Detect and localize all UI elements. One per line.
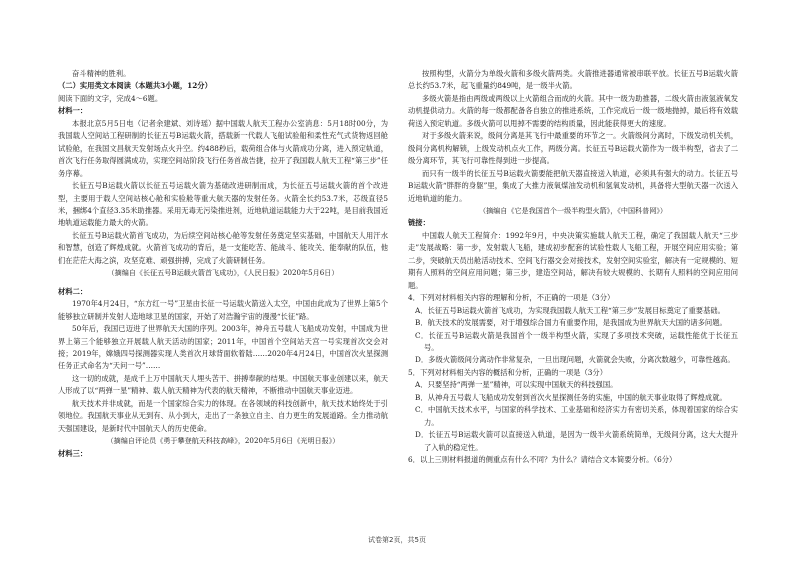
- material-1-source: （摘编自《长征五号B运载火箭首飞成功》，《人民日报》2020年5月6日）: [107, 268, 339, 278]
- question-4: 4．下列对材料相关内容的理解和分析，不正确的一项是（3分）: [408, 293, 615, 303]
- material-3-source: （摘编自《它是我国首个一级半构型火箭》，《中国科普网》）: [479, 205, 667, 215]
- material-3-paragraph: 对于多级火箭来说，级间分离是其飞行中最重要的环节之一。火箭级间分离时，下级发动机关机，级间分离机构解锁，上级发动机点火工作，两级分离。长征五号B运载火箭作为一级半构型，省去了二级分离环节，其飞行可靠性得到进一步提高。: [408, 131, 738, 166]
- material-2-source: （摘编自评论员《勇于攀登航天科技高峰》，2020年5月6日《光明日报》）: [106, 436, 340, 446]
- question-5-option-d: D．长征五号B运载火箭可以直接送入轨道，是因为一级半火箭系统简单，无级间分离，这大大提升了入轨的稳定性。: [415, 430, 738, 452]
- material-2-paragraph: 这一切的成就，是成千上万中国航天人埋头苦干、拼搏奉献的结果。中国航天事业创建以来，航天人形成了以“两弹一星”精神、载人航天精神为代表的航天精神，不断推动中国航天事业迈进。: [58, 373, 388, 396]
- page-footer: 试卷第2页，共5页: [368, 536, 426, 544]
- material-1-label: 材料一：: [58, 106, 88, 116]
- section-intro: 阅读下面的文字，完成4～6题。: [58, 93, 163, 103]
- material-3-paragraph: 多级火箭是指由两级或两级以上火箭组合而成的火箭。其中一级为助推器，二级火箭由液氢液氧发动机提供动力。火箭的每一级都配备各自独立的推进系统，工作完成后一级一级地抛掉，最后将有效载荷送入预定轨道。多级火箭可以甩掉不需要的结构质量，因此能获得更大的速度。: [408, 93, 738, 128]
- prev-text-tail: 奋斗精神的胜利。: [72, 69, 131, 78]
- question-4-option-b: B．航天技术的发展需要，对于增强综合国力有重要作用，是我国成为世界航天大国的诸多问题。: [415, 318, 727, 328]
- material-2-paragraph: 航天技术并非成就，而是一个国家综合实力的体现。在各领域的科技创新中，航天技术始终处于引领地位。我国航天事业从无到有、从小到大，走出了一条独立自主、自力更生的发展道路。全力推动航天强国建设，是新时代中国航天人的历史使命。: [58, 398, 388, 433]
- section-title: （二）实用类文本阅读（本题共3小题，12分）: [58, 81, 212, 91]
- link-paragraph: 中国载人航天工程简介：1992年9月，中央决策实施载人航天工程，确定了我国载人航天“三步走”发展战略：第一步，发射载人飞船，建成初步配套的试验性载人飞船工程，开展空间应用实验；第二步，突破航天员出舱活动技术、空间飞行器交会对接技术，发射空间实验室，解决有一定规模的、短期有人照料的空间应用问题；第三步，建造空间站，解决有较大规模的、长期有人照料的空间应用问题。: [408, 230, 738, 290]
- question-4-option-a: A．长征五号B运载火箭首飞成功，为实现我国载人航天工程“第三步”发展目标奠定了重要基础。: [415, 305, 725, 315]
- material-2-paragraph: 50年后，我国已迈进了世界航天大国的序列。2003年，神舟五号载人飞船成功发射，中国成为世界上第三个能够独立开展载人航天活动的国家；2011年，中国首个空间站天宫一号实现首次交会对接；2019年，嫦娥四号探测器实现人类首次月球背面软着陆……2020年4月24日，中国首次火星探测任务正式命名为“天问一号”……: [58, 324, 388, 371]
- material-1-paragraph: 长征五号B运载火箭以长征五号运载火箭为基础改进研制而成，为长征五号运载火箭的首个改进型，主要用于载人空间站核心舱和实验舱等重大航天器的发射任务。火箭全长约53.7米，芯级直径5米，捆绑4个直径3.35米助推器。采用无毒无污染推进剂，近地轨道运载能力大于22吨，是目前我国近地轨道运载能力最大的火箭。: [58, 181, 388, 228]
- question-6: 6．以上三则材料报道的侧重点有什么不同？为什么？请结合文本简要分析。（6分）: [408, 455, 677, 465]
- link-label: 链接：: [408, 218, 430, 228]
- question-4-option-c: C．长征五号B运载火箭是我国首个一级半构型火箭，实现了多项技术突破，运载性能优于长征五号。: [415, 330, 738, 352]
- question-5-option-a: A．只要坚持“两弹一星”精神，可以实现中国航天的科技强国。: [415, 380, 618, 390]
- material-2-paragraph: 1970年4月24日，“东方红一号”卫星由长征一号运载火箭送入太空，中国由此成为了世界上第5个能够独立研制并发射人造地球卫星的国家，开始了对浩瀚宇宙的漫漫“长征”路。: [58, 299, 388, 321]
- left-column: [58, 68, 388, 460]
- question-4-option-d: D．多级火箭级间分离动作非常复杂，一旦出现问题，火箭就会失败，分离次数越少，可靠性越高。: [415, 355, 735, 365]
- material-3-paragraph: 按照构型，火箭分为单级火箭和多级火箭两类。火箭推进器通常被串联平放。长征五号B运载火箭总长约53.7米，起飞重量约849吨，是一级半火箭。: [408, 69, 738, 91]
- right-column: [408, 68, 738, 467]
- material-1-paragraph: 本报北京5月5日电（记者余建斌、刘诗瑶）据中国载人航天工程办公室消息：5月18时00分，为我国载人空间站工程研制的长征五号B运载火箭，搭载新一代载人飞船试验船和柔性充气式货物返回舱试验舱，在我国文昌航天发射场点火升空。约488秒后，载荷组合体与火箭成功分离，进入预定轨道，首次飞行任务取得圆满成功，实现空间站阶段飞行任务首战告捷，拉开了我国载人航天工程“第三步”任务序幕。: [58, 118, 388, 178]
- material-2-label: 材料二：: [58, 286, 88, 296]
- question-5-option-c: C．中国航天技术水平，与国家的科学技术、工业基础和经济实力有密切关系，体现着国家的综合实力。: [415, 405, 738, 427]
- question-5-option-b: B．从神舟五号载人飞船成功发射到首次火星探测任务的实施，中国的航天事业取得了辉煌成就。: [415, 392, 727, 402]
- question-5: 5．下列对材料相关内容的概括和分析，正确的一项是（3分）: [408, 367, 608, 377]
- material-3-label: 材料三：: [58, 448, 88, 458]
- material-3-paragraph: 而只有一级半的长征五号B运载火箭要能把航天器直接送入轨道，必须具有强大的动力。长征五号B运载火箭“胖胖的身躯”里，集成了大推力液氧煤油发动机和氢氧发动机，具备将大型航天器一次送入近地轨道的能力。: [408, 168, 738, 203]
- material-1-paragraph: 长征五号B运载火箭首飞成功，为后续空间站核心舱等发射任务奠定坚实基础，中国航天人用汗水和智慧，创造了辉煌成就。火箭首飞成功的背后，是一支能吃苦、能战斗、能攻关、能奉献的队伍，他们在茫茫大海之滨，攻坚克难、顽强拼搏，完成了火箭研制任务。: [58, 230, 388, 265]
